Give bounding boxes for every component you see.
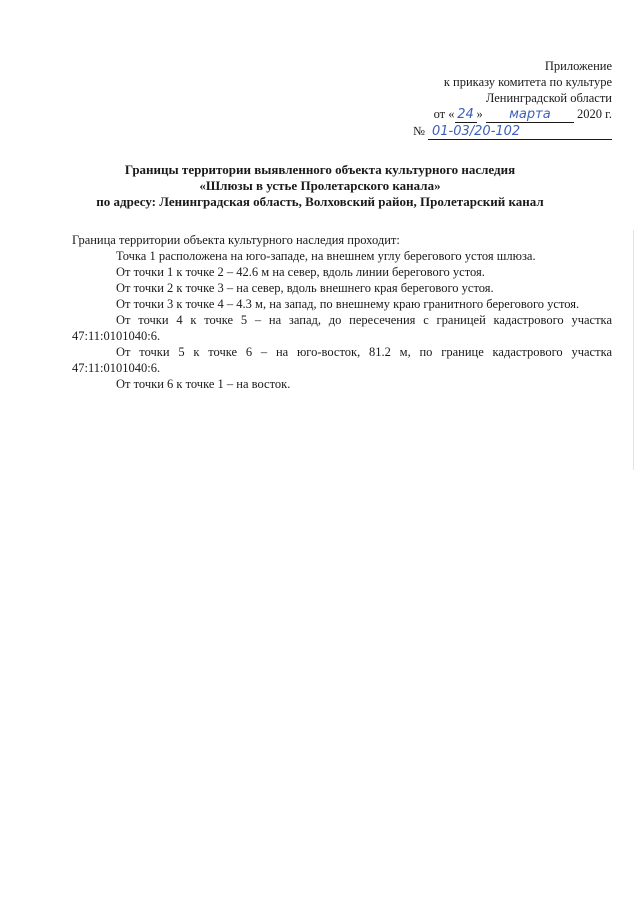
- title-line-1: Границы территории выявленного объекта культурного наследия: [124, 162, 516, 177]
- scan-edge-mark: [633, 230, 634, 470]
- appendix-title: Приложение: [544, 59, 612, 73]
- appendix-region-line: Ленинградской области: [485, 91, 612, 105]
- body-intro: Граница территории объекта культурного наследия проходит:: [72, 233, 400, 247]
- date-day-handwritten: 24: [455, 108, 477, 123]
- appendix-date-line: [352, 106, 612, 123]
- body-paragraph: Точка 1 расположена на юго-западе, на внешнем углу берегового устоя шлюза.: [116, 249, 536, 263]
- body-paragraph: От точки 3 к точке 4 – 4.3 м, на запад, по внешнему краю гранитного берегового устоя.: [116, 297, 580, 311]
- order-number-handwritten: 01-03/20-102: [428, 125, 612, 140]
- body-paragraph: От точки 2 к точке 3 – на север, вдоль внешнего края берегового устоя.: [116, 281, 494, 295]
- date-prefix: от «: [433, 107, 455, 121]
- document-title: [40, 162, 600, 210]
- appendix-block: [352, 58, 612, 140]
- document-body: [72, 232, 612, 392]
- number-prefix: №: [412, 124, 425, 138]
- title-line-2: «Шлюзы в устье Пролетарского канала»: [199, 178, 441, 193]
- appendix-number-line: [352, 123, 612, 140]
- body-paragraph: От точки 4 к точке 5 – на запад, до пересечения с границей кадастрового участка 47:11:0101040:6.: [72, 313, 612, 343]
- title-line-3: по адресу: Ленинградская область, Волховский район, Пролетарский канал: [96, 194, 544, 209]
- date-month-handwritten: марта: [486, 108, 574, 123]
- body-paragraph: От точки 1 к точке 2 – 42.6 м на север, вдоль линии берегового устоя.: [116, 265, 485, 279]
- date-year: 2020 г.: [577, 107, 612, 121]
- body-paragraph: От точки 5 к точке 6 – на юго-восток, 81.2 м, по границе кадастрового участка 47:11:0101040:6.: [72, 345, 612, 375]
- date-mid: »: [476, 107, 483, 121]
- body-paragraph: От точки 6 к точке 1 – на восток.: [116, 377, 291, 391]
- appendix-order-line: к приказу комитета по культуре: [443, 75, 612, 89]
